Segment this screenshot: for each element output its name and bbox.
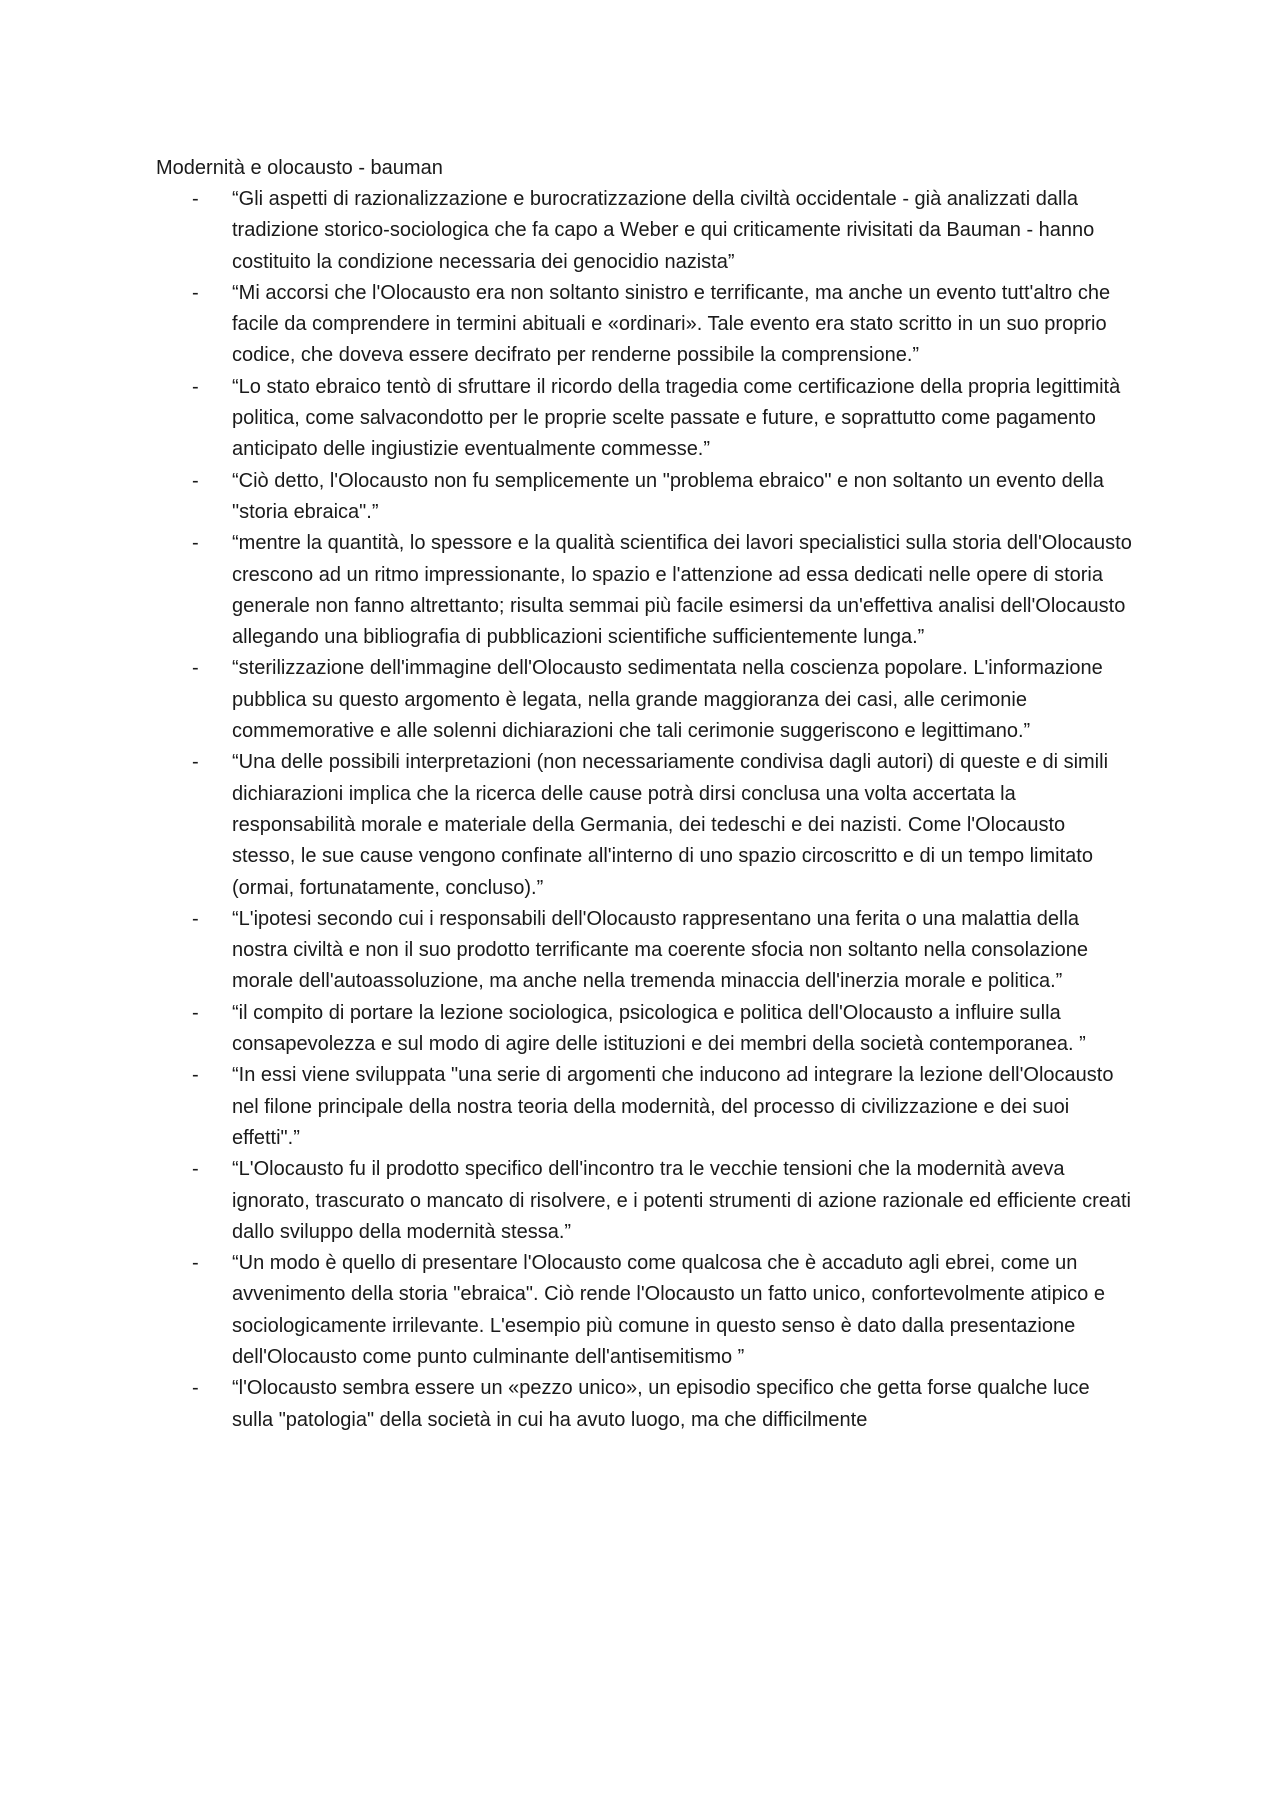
quote-text: “Una delle possibili interpretazioni (non necessariamente condivisa dagli autori) di queste e di simili dichiarazioni implica che la ricerca delle cause potrà dirsi conclusa una volta accertata la responsabilità morale e materiale della Germania, dei tedeschi e dei nazisti. Come l'Olocausto stesso, le sue cause vengono confinate all'interno di uno spazio circoscritto e di un tempo limitato (ormai, fortunatamente, concluso).” [232,751,1109,899]
bullet-dash: - [192,532,199,555]
quote-text: “l'Olocausto sembra essere un «pezzo unico», un episodio specifico che getta forse qualche luce sulla "patologia" della società in cui ha avuto luogo, ma che difficilmente [232,1377,1090,1431]
quote-text: “Mi accorsi che l'Olocausto era non soltanto sinistro e terrificante, ma anche un evento tutt'altro che facile da comprendere in termini abituali e «ordinari». Tale evento era stato scritto in un suo proprio codice, che doveva essere decifrato per renderne possibile la comprensione.” [232,281,1111,367]
bullet-dash: - [192,1001,199,1024]
quote-text: “Ciò detto, l'Olocausto non fu semplicemente un "problema ebraico" e non soltanto un evento della "storia ebraica".” [232,469,1104,523]
list-item [192,904,1132,998]
quote-text: “L'Olocausto fu il prodotto specifico dell'incontro tra le vecchie tensioni che la modernità aveva ignorato, trascurato o mancato di risolvere, e i potenti strumenti di azione razionale ed efficiente creati dallo sviluppo della modernità stessa.” [232,1158,1132,1243]
list-item [192,653,1132,747]
quote-text: “Un modo è quello di presentare l'Olocausto come qualcosa che è accaduto agli ebrei, come un avvenimento della storia "ebraica". Ciò rende l'Olocausto un fatto unico, confortevolmente atipico e sociologicamente irrilevante. L'esempio più comune in questo senso è dato dalla presentazione dell'Olocausto come punto culminante dell'antisemitismo ” [232,1252,1105,1368]
bullet-dash: - [192,469,199,492]
list-item [192,998,1132,1061]
bullet-dash: - [192,1158,199,1181]
bullet-dash: - [192,1064,199,1087]
list-item [192,528,1132,653]
quote-text: “Gli aspetti di razionalizzazione e burocratizzazione della civiltà occidentale - già analizzati dalla tradizione storico-sociologica che fa capo a Weber e qui criticamente rivisitati da Bauman - hanno costituito la condizione necessaria dei genocidio nazista” [232,188,1095,273]
list-item [192,466,1132,529]
bullet-dash: - [192,375,199,398]
list-item [192,184,1132,278]
quote-text: “In essi viene sviluppata "una serie di argomenti che inducono ad integrare la lezione dell'Olocausto nel filone principale della nostra teoria della modernità, del processo di civilizzazione e dei suoi effetti".” [232,1064,1114,1149]
quote-text: “L'ipotesi secondo cui i responsabili dell'Olocausto rappresentano una ferita o una malattia della nostra civiltà e non il suo prodotto terrificante ma coerente sfocia non soltanto nella consolazione morale dell'autoassoluzione, ma anche nella tremenda minaccia dell'inerzia morale e politica.” [232,907,1089,993]
list-item [192,1248,1132,1373]
list-item [192,1373,1132,1436]
bullet-dash: - [192,1377,199,1400]
document-title: Modernità e olocausto - bauman [156,157,443,179]
bullet-dash: - [192,188,199,210]
quote-text: “il compito di portare la lezione sociologica, psicologica e politica dell'Olocausto a influire sulla consapevolezza e sul modo di agire delle istituzioni e dei membri della società contemporanea. ” [232,1001,1086,1056]
list-item [192,278,1132,372]
quote-text: “Lo stato ebraico tentò di sfruttare il ricordo della tragedia come certificazione della propria legittimità politica, come salvacondotto per le proprie scelte passate e future, e soprattutto come pagamento anticipato delle ingiustizie eventualmente commesse.” [232,375,1121,461]
bullet-dash: - [192,907,199,930]
bullet-dash: - [192,1252,199,1275]
quote-text: “mentre la quantità, lo spessore e la qualità scientifica dei lavori specialistici sulla storia dell'Olocausto crescono ad un ritmo impressionante, lo spazio e l'attenzione ad essa dedicati nelle opere di storia generale non fanno altrettanto; risulta semmai più facile esimersi da un'effettiva analisi dell'Olocausto allegando una bibliografia di pubblicazioni scientifiche sufficientemente lunga.” [232,532,1132,649]
bullet-dash: - [192,657,199,680]
list-item [192,747,1132,903]
list-item [192,1154,1132,1248]
bullet-dash: - [192,281,199,304]
quote-list [192,184,1132,1436]
list-item [192,372,1132,466]
list-item [192,1060,1132,1154]
bullet-dash: - [192,751,199,774]
quote-text: “sterilizzazione dell'immagine dell'Olocausto sedimentata nella coscienza popolare. L'informazione pubblica su questo argomento è legata, nella grande maggioranza dei casi, alle cerimonie commemorative e alle solenni dichiarazioni che tali cerimonie suggeriscono e legittimano.” [232,657,1103,743]
